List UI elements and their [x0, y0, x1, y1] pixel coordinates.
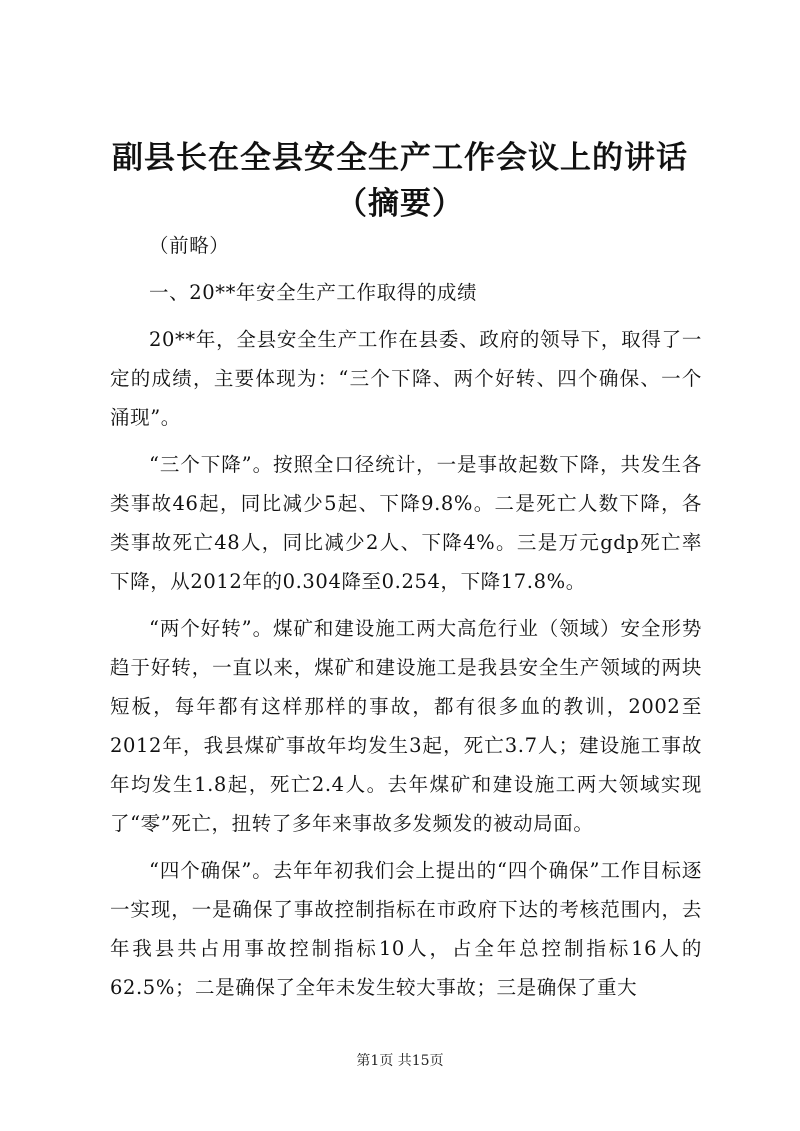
document-title: 副县长在全县安全生产工作会议上的讲话（摘要）	[112, 140, 688, 222]
page-number: 第1页 共15页	[356, 1053, 444, 1069]
paragraph-intro: 20**年，全县安全生产工作在县委、政府的领导下，取得了一定的成绩，主要体现为：“三个下降、两个好转、四个确保、一个涌现”。	[110, 328, 702, 429]
paragraph-three-declines: “三个下降”。按照全口径统计，一是事故起数下降，共发生各类事故46起，同比减少5起、下降9.8%。二是死亡人数下降，各类事故死亡48人，同比减少2人、下降4%。三是万元gdp死亡率下降，从2012年的0.304降至0.254，下降17.8%。	[110, 453, 702, 593]
section-heading: 一、20**年安全生产工作取得的成绩	[149, 281, 478, 304]
paragraph-preface: （前略）	[149, 234, 230, 257]
document-body	[110, 226, 702, 1007]
paragraph-four-ensures: “四个确保”。去年年初我们会上提出的“四个确保”工作目标逐一实现，一是确保了事故控制指标在市政府下达的考核范围内，去年我县共占用事故控制指标10人，占全年总控制指标16人的62.5%；二是确保了全年未发生较大事故；三是确保了重大	[110, 859, 702, 999]
paragraph-two-improvements: “两个好转”。煤矿和建设施工两大高危行业（领域）安全形势趋于好转，一直以来，煤矿和建设施工是我县安全生产领域的两块短板，每年都有这样那样的事故，都有很多血的教训，2002至2012年，我县煤矿事故年均发生3起，死亡3.7人；建设施工事故年均发生1.8起，死亡2.4人。去年煤矿和建设施工两大领域实现了“零”死亡，扭转了多年来事故多发频发的被动局面。	[110, 617, 702, 835]
